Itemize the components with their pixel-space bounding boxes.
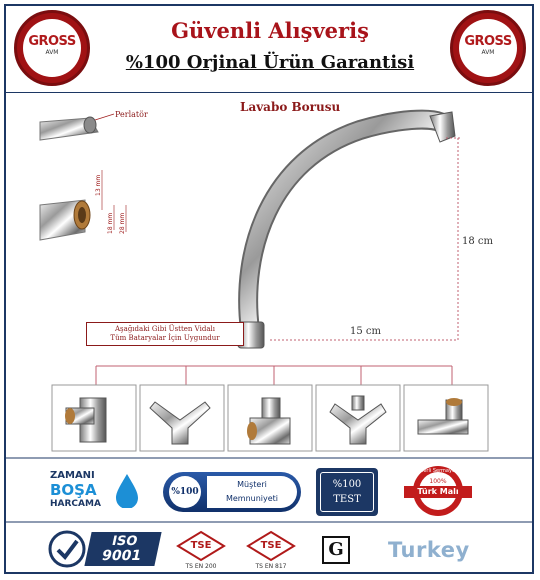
satisfaction-badge: %100 Müşteri Memnuniyeti [163,472,301,512]
water-drop-icon [114,472,140,508]
page-subtitle: %100 Orjinal Ürün Garantisi [125,52,415,73]
tse-badge-1: TSE TS EN 200 [176,530,226,572]
tse-badge-2: TSE TS EN 817 [246,530,296,572]
thread-hole [78,207,86,223]
height-label: 18 cm [462,236,493,247]
note-line-1: Aşağıdaki Gibi Üstten Vidalı [115,325,215,333]
check-seal-icon [48,530,88,568]
logo-sub: AVM [45,49,59,56]
product-title: Lavabo Borusu [240,100,341,114]
iso-badge: ISO 9001 [48,530,160,568]
zaman-badge: ZAMANI BOŞA HARCAMA [50,466,142,516]
test-badge: %100 TEST [316,468,378,516]
width-label: 15 cm [350,326,381,337]
dim-28mm: 28 mm [119,212,126,234]
turkey-badge: Turkey [388,538,470,562]
turk-mali-badge: Yerli Sermaye 100% Türk Malı [406,464,470,518]
perlator-label: Perlatör [115,110,148,119]
compatibility-note [86,322,244,346]
spout-pipe-shadow [248,120,440,330]
perlator-pointer [95,114,114,120]
note-line-2: Tüm Bataryalar İçin Uygundur [110,334,220,342]
page-title: Güvenli Alışveriş [171,18,369,43]
g-mark-badge: G [322,536,350,564]
spout-pipe [248,120,440,330]
logo-text: GROSS [28,34,76,49]
dim-18mm: 18 mm [107,212,114,234]
logo-text: GROSS [464,34,512,49]
dim-13mm: 13 mm [95,174,102,196]
perlator-end [84,117,96,133]
logo-sub: AVM [481,49,495,56]
